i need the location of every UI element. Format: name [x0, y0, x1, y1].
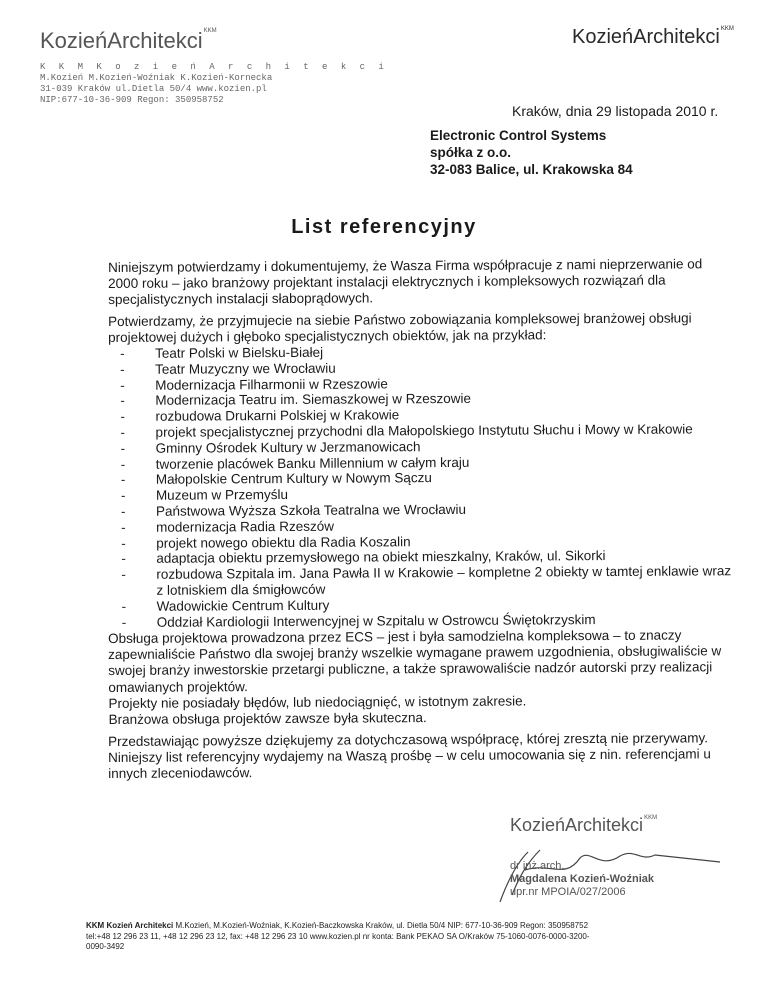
project-list-item-text: Wadowickie Centrum Kultury — [156, 597, 330, 614]
letter-footer — [86, 921, 736, 953]
footer-line-2: tel:+48 12 296 23 11, +48 12 296 23 12, fax: +48 12 296 23 10 www.kozien.pl nr konta: Bank PEKAO SA O/Kraków 75-1060-0076-0000-3200- — [86, 931, 590, 941]
project-list-item-text: Teatr Polski w Bielsku-Białej — [154, 344, 324, 361]
service-description-text: Obsługa projektowa prowadzona przez ECS – jest i była samodzielna kompleksowa – to znaczy zapewnialiście Państwo dla swojej branży wszelkie wymagane prawem uzgodnienia, obsługiwaliście w swojej branży inwestorskie przetargi publiczne, a także sprawowaliście nadzór autorski przy realizacji omawianych projektów. — [108, 627, 722, 695]
reference-purpose-text: Niniejszy list referencyjny wydajemy na Waszą prośbę – w celu umocowania się z nin. referencjami u innych zleceniodawców. — [108, 746, 711, 782]
list-dash: - — [120, 393, 125, 409]
list-dash: - — [120, 472, 126, 488]
stamp-line-1: K K M K o z i e ń A r c h i t e k c i — [40, 62, 388, 72]
list-dash: - — [120, 361, 125, 377]
project-list-item-text: modernizacja Radia Rzeszów — [156, 518, 334, 535]
list-dash: - — [120, 456, 126, 472]
recipient-street: 32-083 Balice, ul. Krakowska 84 — [430, 162, 633, 177]
footer-line-3: 0090-3492 — [86, 942, 125, 951]
effective-service-text: Branżowa obsługa projektów zawsze była skuteczna. — [108, 710, 427, 728]
list-dash: - — [121, 551, 126, 567]
signature-logo-text: KozieńArchitekci — [510, 815, 644, 835]
project-list-item-text: tworzenie placówek Banku Millennium w całym kraju — [155, 454, 470, 472]
thanks-text: Przedstawiając powyższe dziękujemy za dotychczasową współpracę, której zresztą nie przerywamy. — [108, 730, 709, 749]
project-list-item-text: Gminny Ośrodek Kultury w Jerzmanowicach — [155, 438, 421, 456]
footer-line-1 — [86, 921, 736, 932]
project-list-item-text: Teatr Muzyczny we Wrocławiu — [155, 360, 336, 377]
list-dash: - — [121, 535, 126, 551]
project-list-item-text: Oddział Kardiologii Interwencyjnej w Szpitalu w Ostrowcu Świętokrzyskim — [156, 611, 596, 630]
project-list-item-text: Małopolskie Centrum Kultury w Nowym Sączu — [155, 470, 432, 488]
stamp-line-4: NIP:677-10-36-909 Regon: 350958752 — [40, 95, 224, 105]
signature-logo-superscript: KKM — [644, 815, 658, 821]
company-logo-left — [40, 28, 217, 54]
signer-name: Magdalena Kozień-Woźniak — [510, 873, 655, 885]
letter-title: List referencyjny — [291, 216, 477, 238]
paragraph-service-description — [108, 627, 729, 728]
project-list-item-text: Muzeum w Przemyślu — [155, 487, 288, 503]
recipient-company-type: spółka z o.o. — [430, 145, 512, 160]
signer-license: upr.nr MPOIA/027/2006 — [510, 886, 626, 898]
footer-company-name: KKM Kozień Architekci — [86, 921, 174, 930]
recipient-address — [430, 127, 633, 178]
recipient-name: Electronic Control Systems — [430, 128, 607, 143]
list-dash: - — [120, 377, 125, 393]
list-dash: - — [120, 440, 126, 456]
project-list-item-text: rozbudowa Szpitala im. Jana Pawła II w Krakowie – kompletne 2 obiekty w tamtej enklawie wraz z lotniskiem dla śmigłowców — [156, 563, 732, 598]
list-dash: - — [120, 503, 126, 519]
project-list-item-text: projekt specjalistycznej przychodni dla Małopolskiego Instytutu Słuchu i Mowy w Krakowie — [155, 421, 693, 440]
list-dash: - — [121, 567, 126, 583]
footer-line-1-rest: M.Kozień, M.Kozień-Woźniak, K.Kozień-Baczkowska Kraków, ul. Dietla 50/4 NIP: 677-10-36-909 Regon: 350958752 — [173, 921, 589, 930]
signature-block — [510, 860, 654, 899]
signer-title: dr inż.arch. — [510, 860, 565, 872]
company-stamp — [40, 62, 388, 106]
list-dash: - — [120, 424, 126, 440]
letter-date: Kraków, dnia 29 listopada 2010 r. — [512, 103, 719, 119]
project-list-item-text: rozbudowa Drukarni Polskiej w Krakowie — [155, 407, 400, 424]
logo-right-superscript: KKM — [720, 26, 734, 32]
stamp-line-2: M.Kozień M.Kozień-Woźniak K.Kozień-Kornecka — [40, 73, 273, 83]
paragraph-intro: Niniejszym potwierdzamy i dokumentujemy, że Wasza Firma współpracuje z nami nieprzerwanie od 2000 roku – jako branżowy projektant instalacji elektrycznych i kompleksowych rozwiązań dla specjalistycznych instalacji słaboprądowych. — [108, 256, 703, 308]
logo-right-text: KozieńArchitekci — [572, 26, 720, 48]
project-list — [120, 342, 732, 630]
no-errors-text: Projekty nie posiadały błędów, lub niedociągnięć, w istotnym zakresie. — [108, 693, 527, 711]
list-dash: - — [120, 345, 125, 361]
list-dash: - — [121, 614, 127, 630]
list-dash: - — [121, 598, 127, 614]
project-list-item-text: Państwowa Wyższa Szkoła Teatralna we Wrocławiu — [155, 501, 467, 519]
list-dash: - — [120, 409, 125, 425]
logo-left-superscript: KKM — [203, 28, 217, 34]
project-list-item-text: Modernizacja Teatru im. Siemaszkowej w Rzeszowie — [155, 391, 471, 409]
list-dash: - — [121, 519, 126, 535]
project-list-item — [121, 563, 731, 598]
project-list-item-text: adaptacja obiektu przemysłowego na obiekt mieszkalny, Kraków, ul. Sikorki — [156, 548, 606, 567]
paragraph-projects-intro: Potwierdzamy, że przyjmujecie na siebie Państwo zobowiązania kompleksowej branżowej obsługi projektowej dużych i głęboko specjalistycznych obiektów, jak na przykład: — [108, 310, 692, 346]
paragraph-closing — [108, 730, 728, 782]
stamp-line-3: 31-039 Kraków ul.Dietla 50/4 www.kozien.pl — [40, 84, 267, 94]
company-logo-right — [572, 26, 734, 49]
project-list-item-text: projekt nowego obiektu dla Radia Koszalin — [156, 533, 411, 551]
signature-stamp-logo — [510, 815, 657, 836]
list-dash: - — [120, 488, 126, 504]
project-list-item-text: Modernizacja Filharmonii w Rzeszowie — [155, 375, 388, 393]
logo-left-text: KozieńArchitekci — [40, 28, 203, 53]
